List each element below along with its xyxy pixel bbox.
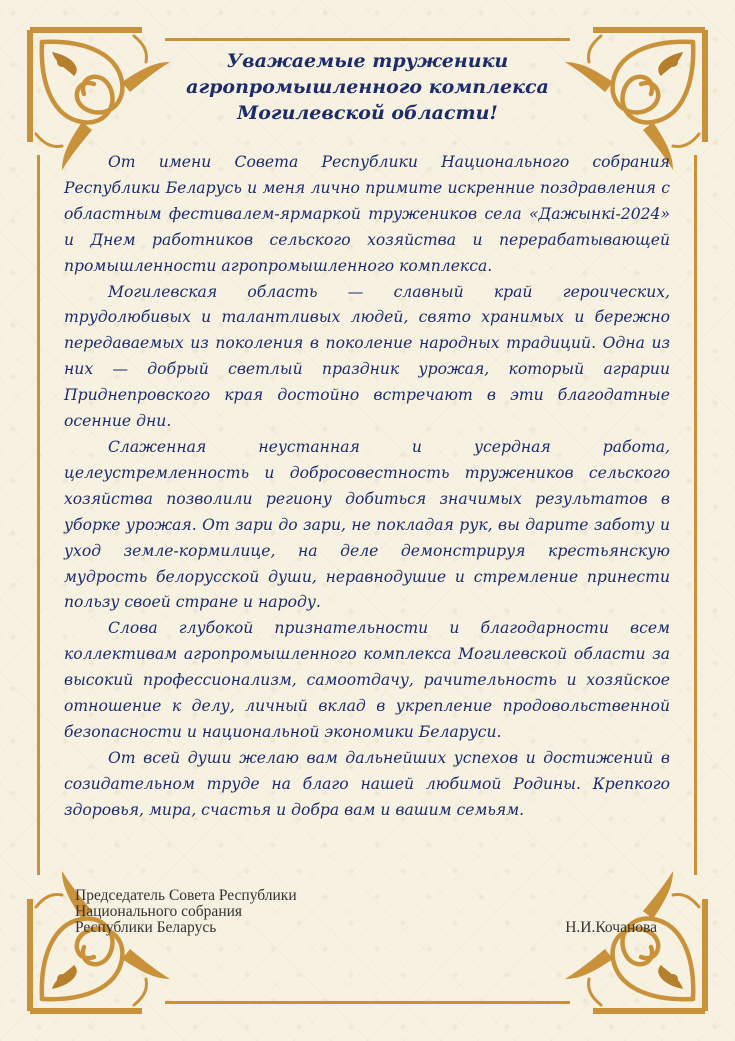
paragraph-4: Слова глубокой признательности и благодарности всем коллективам агропромышленного комплекса Могилевской области за высокий профессионализм, самоотдачу, рачительность и хозяйское отношение к делу, личный вклад в укрепление продовольственной безопасности и национальной экономики Беларуси. — [64, 619, 670, 741]
signature-block — [75, 888, 665, 936]
signature-title-line-3: Республики Беларусь — [75, 919, 217, 936]
paragraph-3: Слаженная неустанная и усердная работа, целеустремленность и добросовестность тружеников сельского хозяйства позволили региону добиться значимых результатов в уборке урожая. От зари до зари, не покладая рук, вы дарите заботу и уход земле-кормилице, на деле демонстрируя крестьянскую мудрость белорусской души, неравнодушие и стремление принести пользу своей стране и народу. — [64, 437, 670, 612]
paragraph-2: Могилевская область — славный край героических, трудолюбивых и талантливых людей, свято хранимых и бережно передаваемых из поколения в поколение народных традиций. Одна из них — добрый светлый праздник урожая, который аграрии Приднепровского края достойно встречают в эти благодатные осенние дни. — [64, 282, 670, 431]
signatory-name: Н.И.Кочанова — [565, 919, 657, 936]
frame-right-line — [694, 155, 697, 875]
paragraph-5: От всей души желаю вам дальнейших успехов и достижений в созидательном труде на благо нашей любимой Родины. Крепкого здоровья, мира, счастья и добра вам и вашим семьям. — [64, 748, 670, 819]
signature-title-line-1: Председатель Совета Республики — [75, 887, 297, 904]
letter-title — [130, 48, 605, 126]
frame-left-line — [37, 155, 40, 875]
title-line-1: Уважаемые труженики — [226, 50, 509, 72]
paragraph-1: От имени Совета Республики Национального собрания Республики Беларусь и меня лично примите искренние поздравления с областным фестивалем-ярмаркой тружеников села «Дажынкі-2024» и Днем работников сельского хозяйства и перерабатывающей промышленности агропромышленного комплекса. — [64, 153, 670, 275]
signature-title-line-2: Национального собрания — [75, 903, 243, 920]
letter-body — [64, 150, 670, 824]
title-line-3: Могилевской области! — [237, 102, 498, 124]
title-line-2: агропромышленного комплекса — [186, 76, 549, 98]
frame-bottom-line — [165, 1001, 570, 1004]
frame-top-line — [165, 38, 570, 41]
